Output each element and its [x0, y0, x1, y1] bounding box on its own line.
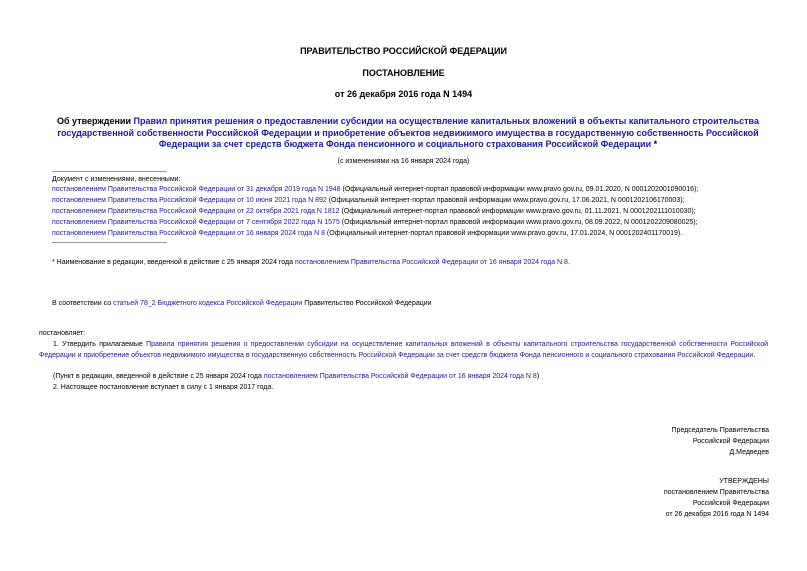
- changes-bottom-rule: [52, 242, 167, 243]
- approved-country: Российской Федерации: [692, 500, 769, 507]
- change-link-2[interactable]: постановлением Правительства Российской Федерации от 10 июня 2021 года N 892: [52, 197, 327, 204]
- item-1-rules-link[interactable]: Правила принятия решения о предоставлении субсидии на осуществление капитальных вложений в объекты капитального строительства государственной собственности Российской Федерации и приобретение объектов недвижимого имущества в государственную собственность Российской Федерации за счет средств бюджета Фонда пенсионного и социального страхования Российской Федерации: [39, 341, 768, 359]
- change-item-4: [52, 218, 698, 228]
- government-heading: ПРАВИТЕЛЬСТВО РОССИЙСКОЙ ФЕДЕРАЦИИ: [300, 46, 507, 56]
- signature-position: Председатель Правительства: [671, 427, 769, 434]
- change-text-4: (Официальный интернет-портал правовой информации www.pravo.gov.ru, 08.09.2022, N 0001202209080025);: [339, 219, 698, 226]
- approved-heading: УТВЕРЖДЕНЫ: [719, 478, 769, 485]
- change-text-3: (Официальный интернет-портал правовой информации www.pravo.gov.ru, 01.11.2021, N 0001202111010030);: [339, 208, 696, 215]
- changes-top-rule: [52, 171, 167, 172]
- signature-block: [672, 425, 769, 458]
- title-rules-link[interactable]: Правил принятия решения о предоставлении субсидии на осуществление капитальных вложений в объекты капитального строительства государственной собственности Российской Федерации и приобретение объектов недвижимого имущества в государственную собственность Российской Федерации за счет средств бюджета Фонда пенсионного и социального страхования Российской Федерации: [57, 116, 759, 149]
- footnote-text: * Наименование в редакции, введенной в действие с 25 января 2024 года: [52, 259, 295, 266]
- footnote-end: .: [567, 259, 570, 266]
- item-1-note-suffix: ): [536, 373, 540, 380]
- resolves-label: постановляет:: [39, 330, 86, 337]
- item-1-note-prefix: (Пункт в редакции, введенной в действие с 25 января 2024 года: [53, 373, 264, 380]
- item-1-paragraph: [39, 340, 768, 361]
- item-1-prefix: 1. Утвердить прилагаемые: [53, 341, 147, 348]
- document-date: от 26 декабря 2016 года N 1494: [334, 89, 473, 99]
- change-text-2: (Официальный интернет-портал правовой информации www.pravo.gov.ru, 17.06.2021, N 0001202106170003);: [326, 197, 685, 204]
- document-title: [52, 116, 764, 151]
- title-prefix: Об утверждении: [57, 116, 134, 126]
- change-link-1[interactable]: постановлением Правительства Российской Федерации от 31 декабря 2019 года N 1948: [52, 186, 341, 193]
- basis-prefix: В соответствии со: [52, 300, 114, 307]
- change-item-3: [52, 207, 696, 217]
- change-link-4[interactable]: постановлением Правительства Российской Федерации от 7 сентября 2022 года N 1575: [52, 219, 340, 226]
- signature-country: Российской Федерации: [692, 438, 769, 445]
- item-1-edition-note: [53, 372, 539, 382]
- approved-block: [664, 476, 769, 520]
- signature-name: Д.Медведев: [729, 449, 769, 456]
- change-item-1: [52, 185, 698, 195]
- title-footnote: [52, 258, 570, 268]
- title-asterisk: *: [651, 139, 658, 149]
- change-link-3[interactable]: постановлением Правительства Российской Федерации от 22 октября 2021 года N 1812: [52, 208, 340, 215]
- item-2-paragraph: 2. Настоящее постановление вступает в силу с 1 января 2017 года.: [53, 384, 274, 391]
- basis-suffix: Правительство Российской Федерации: [302, 300, 432, 307]
- item-1-suffix: .: [753, 351, 756, 359]
- changes-intro: Документ с изменениями, внесенными:: [52, 176, 181, 183]
- change-text-1: (Официальный интернет-портал правовой информации www.pravo.gov.ru, 09.01.2020, N 0001202001090016);: [340, 186, 699, 193]
- change-item-2: [52, 196, 685, 206]
- approved-date: от 26 декабря 2016 года N 1494: [665, 511, 769, 518]
- budget-code-link[interactable]: статьей 78_2 Бюджетного кодекса Российской Федерации: [113, 300, 303, 307]
- document-type: ПОСТАНОВЛЕНИЕ: [362, 68, 445, 78]
- footnote-link[interactable]: постановлением Правительства Российской Федерации от 16 января 2024 года N 8: [294, 259, 568, 266]
- change-link-5[interactable]: постановлением Правительства Российской Федерации от 16 января 2024 года N 8: [52, 230, 325, 237]
- amended-note: (с изменениями на 16 января 2024 года): [337, 158, 470, 165]
- change-text-5: (Официальный интернет-портал правовой информации www.pravo.gov.ru, 17.01.2024, N 0001202401170019).: [324, 230, 683, 237]
- item-1-note-link[interactable]: постановлением Правительства Российской Федерации от 16 января 2024 года N 8: [263, 373, 537, 380]
- approved-by: постановлением Правительства: [663, 489, 769, 496]
- change-item-5: [52, 229, 682, 239]
- legal-basis: [52, 299, 432, 309]
